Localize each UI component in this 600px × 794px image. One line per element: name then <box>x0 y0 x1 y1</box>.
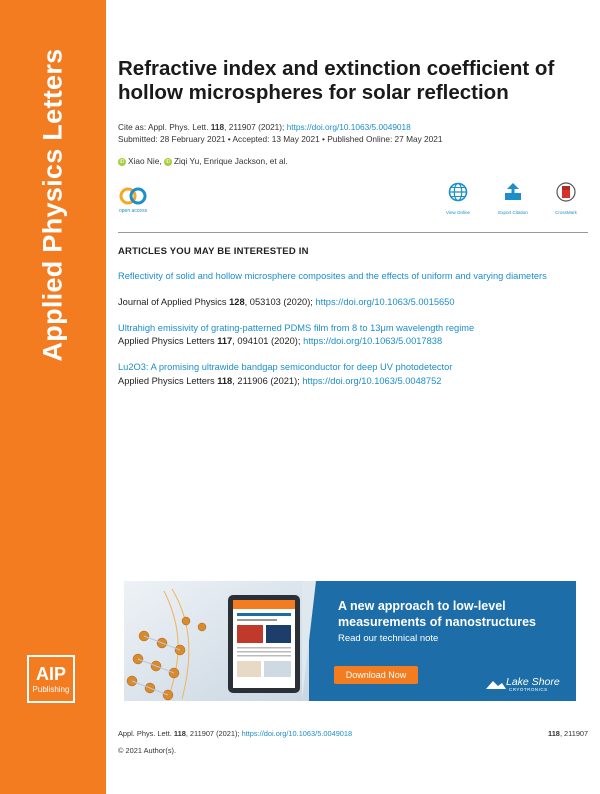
author-1[interactable]: Xiao Nie, <box>128 156 162 166</box>
crossmark-icon <box>556 182 576 202</box>
footer-page-ref <box>548 729 588 738</box>
download-now-button[interactable]: Download Now <box>334 666 418 684</box>
ad-headline-line2: measurements of nanostructures <box>338 614 536 629</box>
footer-rest: , 211907 (2021); <box>185 729 240 738</box>
journal-name: Applied Physics Letters <box>37 48 68 362</box>
aip-publishing-logo[interactable] <box>27 655 75 703</box>
related-doi-link[interactable]: https://doi.org/10.1063/5.0015650 <box>315 297 455 307</box>
paper-title: Refractive index and extinction coefficient of hollow microspheres for solar reflection <box>118 57 555 104</box>
related-article-title[interactable]: Lu2O3: A promising ultrawide bandgap semiconductor for deep UV photodetector <box>118 362 453 372</box>
cite-volume: 118 <box>210 122 225 132</box>
related-cite-rest: , 211906 (2021); <box>232 376 300 386</box>
related-journal: Applied Physics Letters <box>118 376 215 386</box>
export-citation-label: Export Citation <box>498 210 528 215</box>
related-cite-rest: , 094101 (2020); <box>232 336 301 346</box>
related-volume: 128 <box>229 297 245 307</box>
related-cite-rest: , 053103 (2020); <box>244 297 313 307</box>
footer-prefix: Appl. Phys. Lett. <box>118 729 172 738</box>
footer-right-volume: 118 <box>548 729 560 738</box>
related-journal: Journal of Applied Physics <box>118 297 227 307</box>
footer-right-rest: , 211907 <box>559 729 589 738</box>
ad-headline <box>338 599 536 630</box>
related-doi-link[interactable]: https://doi.org/10.1063/5.0048752 <box>302 376 442 386</box>
aip-logo-subtext: Publishing <box>32 685 70 694</box>
view-online-label: View Online <box>446 210 470 215</box>
footer-doi-link[interactable]: https://doi.org/10.1063/5.0049018 <box>241 729 353 738</box>
view-online-button[interactable] <box>438 182 478 215</box>
cite-rest: , 211907 (2021); <box>224 122 285 132</box>
cite-line <box>118 122 411 132</box>
footer-citation <box>118 729 352 738</box>
open-access-icon <box>118 185 158 215</box>
related-article-title[interactable]: Reflectivity of solid and hollow microsphere composites and the effects of uniform and varying diameters <box>118 271 547 281</box>
related-heading: ARTICLES YOU MAY BE INTERESTED IN <box>118 246 309 257</box>
cite-doi-link[interactable]: https://doi.org/10.1063/5.0049018 <box>286 122 411 132</box>
related-volume: 117 <box>217 336 233 346</box>
ad-brand-name: Lake Shore <box>506 676 560 688</box>
open-access-logo[interactable] <box>118 185 158 215</box>
crossmark-label: CrossMark <box>555 210 577 215</box>
aip-logo-text: AIP <box>35 664 66 684</box>
related-article-citation <box>118 376 441 386</box>
orcid-icon[interactable]: iD <box>119 158 125 165</box>
ad-subline: Read our technical note <box>338 633 439 644</box>
orcid-icon[interactable]: iD <box>165 158 171 165</box>
related-journal: Applied Physics Letters <box>118 336 215 346</box>
lakeshore-logo-icon <box>486 679 506 689</box>
related-article-citation <box>118 297 455 307</box>
export-icon <box>503 182 523 202</box>
section-divider <box>118 232 588 233</box>
globe-icon <box>448 182 468 202</box>
dates-line: Submitted: 28 February 2021 • Accepted: 13 May 2021 • Published Online: 27 May 2021 <box>118 134 443 144</box>
footer-volume: 118 <box>173 729 186 738</box>
related-article-title[interactable]: Ultrahigh emissivity of grating-patterned PDMS film from 8 to 13μm wavelength regime <box>118 323 475 333</box>
export-citation-button[interactable] <box>493 182 533 215</box>
crossmark-button[interactable] <box>546 182 586 215</box>
related-doi-link[interactable]: https://doi.org/10.1063/5.0017838 <box>303 336 443 346</box>
author-2[interactable]: Ziqi Yu, Enrique Jackson, et al. <box>173 156 288 166</box>
ad-divider-shape <box>302 581 322 701</box>
advertisement-banner[interactable] <box>124 581 576 701</box>
copyright-notice: © 2021 Author(s). <box>118 746 177 755</box>
journal-sidebar <box>0 0 106 794</box>
related-article-citation <box>118 336 442 346</box>
ad-headline-line1: A new approach to low-level <box>338 599 506 613</box>
authors-line <box>118 156 288 166</box>
ad-image-panel <box>124 581 309 701</box>
open-access-label: open access <box>119 208 148 214</box>
cite-prefix: Cite as: Appl. Phys. Lett. <box>118 122 209 132</box>
ad-brand-subtitle: CRYOTRONICS <box>509 687 548 692</box>
related-volume: 118 <box>217 376 233 386</box>
nanostructure-illustration <box>124 581 309 701</box>
